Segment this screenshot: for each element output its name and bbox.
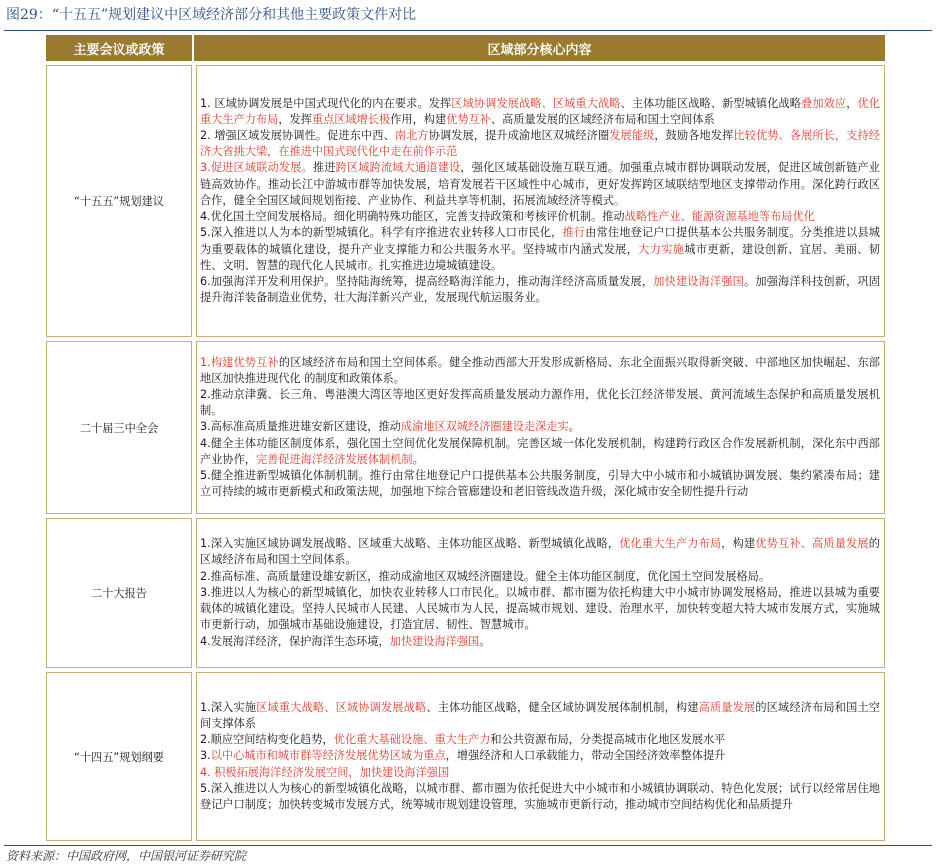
- content-text: 3.高标准高质量推进雄安新区建设，推动: [200, 420, 401, 434]
- content-item: [200, 585, 880, 634]
- content-text: 的区域经济布局和国土空间体系。: [200, 537, 880, 567]
- highlighted-text: 优化重大生产力布局: [619, 537, 722, 551]
- content-item: [200, 748, 880, 764]
- content-item: [200, 355, 880, 387]
- content-text: 4.优化国土空间发展格局。细化明确特殊功能区，完善支持政策和考核评价机制。推动: [200, 210, 625, 224]
- highlighted-text: 南北方: [394, 129, 429, 143]
- highlighted-text: 叠加效应: [801, 96, 847, 110]
- highlighted-text: 比较优势、各展所长，支持经济大省挑大梁，在推进中国式现代化中走在前作示范: [200, 129, 880, 159]
- policy-name-cell: 二十大报告: [46, 518, 192, 668]
- content-text: ，: [846, 96, 858, 110]
- policy-name-cell: “十四五”规划纲要: [46, 672, 192, 841]
- content-item: [200, 781, 880, 813]
- bottom-rule: [4, 845, 932, 846]
- content-item: [200, 765, 880, 781]
- content-item: [200, 274, 880, 306]
- content-text: 2.推高标准、高质量建设雄安新区，推动成渝地区双城经济圈建设。健全主体功能区制度，优化国土空间发展格局。: [200, 569, 771, 583]
- table-row: [46, 65, 885, 337]
- content-text: ，鼓励各地发挥: [654, 129, 734, 143]
- content-text: ，强化区域基础设施互联互通。加强重点城市群协调联动发展，促进区域创新链产业链高效协作。推动长江中游城市群等加快发展，培育发展若干区域性中心城市，更好发挥跨区域联结型地区支撑带动作用。深化跨行政区合作，健全全国区域间规划衔接、产业协作、利益共享等机制，拓展流域经济等模式: [200, 161, 880, 207]
- highlighted-text: 加快建设海洋强国: [389, 634, 480, 648]
- content-text: 、主体功能区战略、新型城镇化战略: [620, 96, 802, 110]
- highlighted-text: 优化重大生产力布局: [200, 96, 880, 126]
- highlighted-text: 以中心城市和城市群等经济发展优势区域为重点: [210, 749, 446, 763]
- highlighted-text: 区域协调发展战略、区域重大战略: [451, 96, 621, 110]
- source-note: 资料来源：中国政府网，中国银河证券研究院: [6, 849, 247, 863]
- policy-comparison-table: [46, 35, 885, 841]
- content-text: 的区域经济布局和国土空间体系。健全推动西部大开发形成新格局、东北全面振兴取得新突破、中部地区加快崛起、东部地区加快推进现代化 的制度和政策体系。: [200, 355, 880, 385]
- content-text: 2.推动京津冀、长三角、粤港澳大湾区等地区更好发挥高质量发展动力源作用，优化长江经济带发展、黄河流域生态保护和高质量发展机制。: [200, 387, 880, 418]
- content-text: 5.深入推进以人为本的新型城镇化。科学有序推进农业转移人口市民化，: [200, 226, 563, 240]
- content-cell: [196, 341, 885, 514]
- highlighted-text: 大力实施: [638, 242, 685, 256]
- highlighted-text: 。: [613, 193, 626, 207]
- highlighted-text: 推行: [562, 226, 586, 240]
- table-row: [46, 518, 885, 668]
- content-text: 3.: [200, 749, 211, 763]
- content-item: [200, 128, 880, 160]
- highlighted-text: 跨区域跨流域大通道建设: [335, 161, 461, 175]
- header-policy: 主要会议或政策: [46, 35, 194, 61]
- content-text: 、高质量发展的区域经济布局和国土空间体系: [490, 112, 715, 126]
- highlighted-text: 高质量发展: [698, 700, 756, 714]
- content-item: [200, 96, 880, 128]
- content-item: [200, 419, 880, 435]
- content-item: [200, 225, 880, 274]
- table-body: [46, 65, 885, 841]
- content-text: 。: [479, 634, 491, 648]
- highlighted-text: 3.促进区域联动发展。: [200, 161, 313, 175]
- content-text: 2.顺应空间结构变化趋势，: [200, 733, 334, 747]
- table-row: [46, 672, 885, 841]
- content-item: [200, 700, 880, 732]
- highlighted-text: 4. 积极拓展海洋经济发展空间，加快建设海洋强国: [200, 765, 450, 779]
- content-text: 5.健全推进新型城镇化体制机制。推行由常住地登记户口提供基本公共服务制度，引导大中小城市和小城镇协调发展、集约紧凑布局；建立可持续的城市更新模式和政策法规，加强地下综合管廊建设和老旧管线改造升级，深化城市安全韧性提升行动: [200, 469, 880, 499]
- content-text: 。加强海洋科技创新，巩固提升海洋装备制造业优势，壮大海洋新兴产业，发展现代航运服务业。: [200, 274, 880, 305]
- content-item: [200, 436, 880, 468]
- content-item: [200, 536, 880, 568]
- content-item: [200, 209, 880, 225]
- content-text: ，构建: [721, 537, 756, 551]
- content-text: 。: [568, 420, 580, 434]
- content-text: 和公共资源布局，分类提高城市化地区发展水平: [490, 733, 726, 747]
- header-content: 区域部分核心内容: [487, 42, 592, 58]
- highlighted-text: 优势互补、高质量发展: [755, 537, 869, 551]
- highlighted-text: 重点区域增长极: [311, 112, 391, 126]
- content-text: 4.健全主体功能区制度体系，强化国土空间优化发展保障机制。完善区域一体化发展机制，构建跨行政区合作发展新机制，深化东中西部产业协作，: [200, 436, 880, 466]
- content-text: 5.深入推进以人为核心的新型城镇化战略，以城市群、都市圈为依托促进大中小城市和小城镇协调联动、特色化发展；试行以经常居住地登记户口制度；加快转变城市发展方式，统筹城市规划建设管理，实施城市更新行动，推动城市空间结构优化和品质提升: [200, 781, 880, 811]
- content-cell: [196, 65, 885, 337]
- highlighted-text: 成渝地区双城经济圈建设走深走实: [400, 420, 569, 434]
- content-item: [200, 387, 880, 419]
- content-text: 1.深入实施: [200, 700, 257, 714]
- highlighted-text: 优势互补: [446, 112, 491, 126]
- content-item: [200, 160, 880, 209]
- content-text: 。: [412, 452, 424, 466]
- content-text: 1. 区域协调发展是中国式现代化的内在要求。发挥: [200, 96, 452, 110]
- table-header: [46, 35, 885, 61]
- figure-title: 图29：“十五五”规划建议中区域经济部分和其他主要政策文件对比: [6, 7, 417, 23]
- content-text: 城市更新，建设创新、宜居、美丽、韧性、文明、智慧的现代化人民城市。扎实推进边境城镇建设。: [200, 242, 880, 272]
- content-text: 协调发展，提升成渝地区双城经济圈: [428, 129, 610, 143]
- content-text: 推进: [312, 161, 336, 175]
- content-text: ，增强经济和人口承载能力，带动全国经济效率整体提升: [445, 749, 726, 763]
- content-cell: [196, 672, 885, 841]
- highlighted-text: 优化重大基础设施、重大生产力: [333, 733, 491, 747]
- content-cell: [196, 518, 885, 668]
- content-item: [200, 468, 880, 500]
- content-item: [200, 732, 880, 748]
- highlighted-text: 完善促进海洋经济发展体制机制: [255, 452, 413, 466]
- table-row: [46, 341, 885, 514]
- content-text: 、主体功能区战略，健全区域协调发展体制机制，构建: [426, 700, 699, 714]
- highlighted-text: 区域重大战略、区域协调发展战略: [256, 700, 427, 714]
- content-text: 4.发展海洋经济，保护海洋生态环境，: [200, 634, 390, 648]
- top-rule: [4, 30, 932, 31]
- highlighted-text: 1.构建优势互补: [200, 355, 279, 369]
- highlighted-text: 发展能级: [609, 129, 655, 143]
- content-text: 的区域经济布局和国土空间支撑体系: [200, 700, 880, 730]
- content-text: 2. 增强区域发展协调性。促进东中西、: [200, 129, 395, 143]
- content-item: [200, 569, 880, 585]
- content-text: 由常住地登记户口提供基本公共服务制度。分类推进以县城为重要载体的城镇化建设，提升产业支撑能力和公共服务水平。坚持城市内涵式发展，: [200, 226, 880, 256]
- highlighted-text: 加快建设海洋强国: [653, 274, 745, 288]
- content-text: 作用，构建: [390, 112, 447, 126]
- policy-name-cell: “十五五”规划建议: [46, 65, 192, 337]
- content-text: 3.推进以人为核心的新型城镇化，加快农业转移人口市民化。以城市群、都市圈为依托构建大中小城市协调发展格局，推进以县城为重要载体的城镇化建设。坚持人民城市人民建、人民城市为人民，提高城市规划、建设、治理水平，加快转变超大特大城市发展方式，实施城市更新行动，加强城市基础设施建设，打造宜居、韧性、智慧城市。: [200, 585, 880, 632]
- highlighted-text: 战略性产业、能源资源基地等布局优化: [624, 210, 815, 224]
- content-item: [200, 634, 880, 650]
- content-text: 1.深入实施区域协调发展战略、区域重大战略、主体功能区战略、新型城镇化战略，: [200, 537, 620, 551]
- policy-name-cell: 二十届三中全会: [46, 341, 192, 514]
- content-text: 6.加强海洋开发利用保护。坚持陆海统筹，提高经略海洋能力，推动海洋经济高质量发展，: [200, 274, 654, 288]
- content-text: ，发挥: [278, 112, 312, 126]
